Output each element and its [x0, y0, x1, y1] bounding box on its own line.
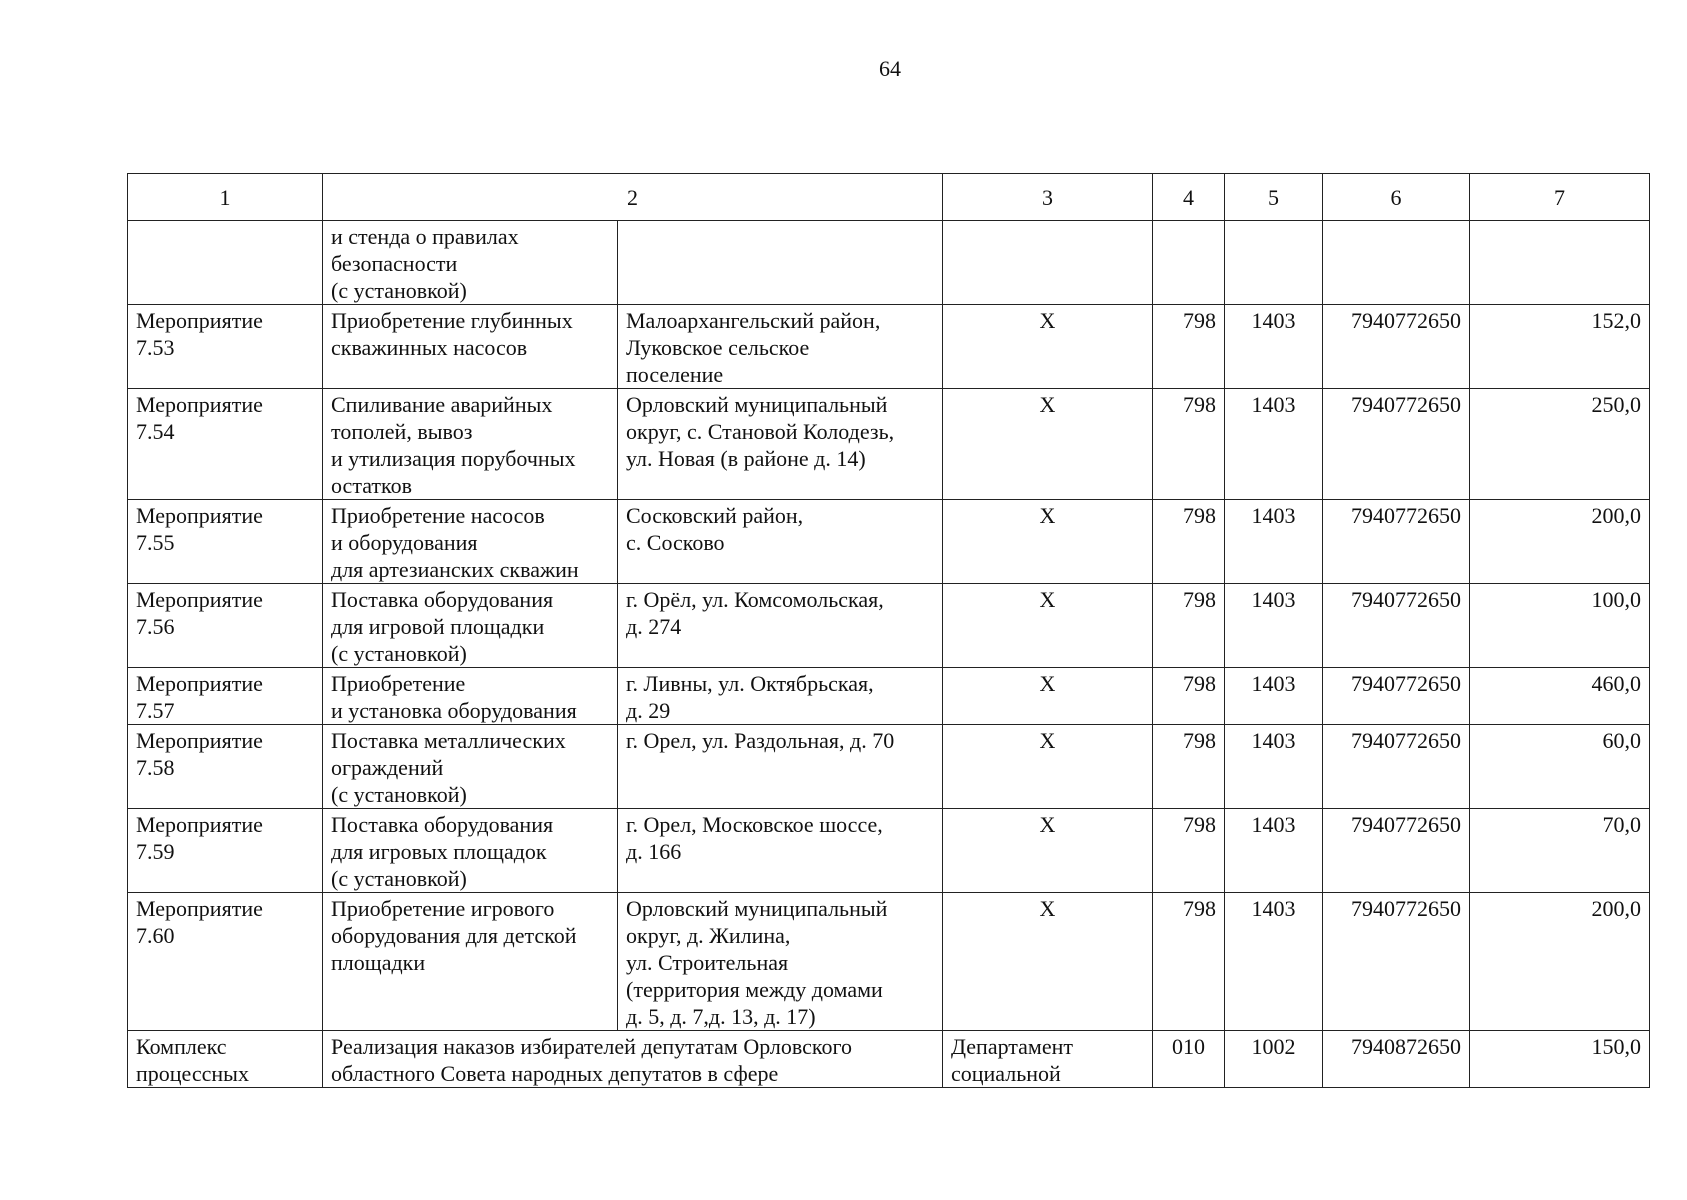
table-row — [128, 305, 1650, 389]
activity-location-cell — [618, 893, 943, 1031]
code-5-cell: 1403 — [1225, 584, 1323, 668]
text-line: скважинных насосов — [331, 335, 528, 360]
header-row — [128, 174, 1650, 221]
text-line: тополей, вывоз — [331, 419, 473, 444]
continuation-description-cell — [323, 221, 618, 305]
code-6-cell: 7940772650 — [1323, 809, 1470, 893]
table-row — [128, 809, 1650, 893]
code-4-cell: 798 — [1153, 389, 1225, 500]
activity-location-cell — [618, 584, 943, 668]
text-line: г. Орел, ул. Раздольная, д. 70 — [626, 728, 895, 753]
text-line: Мероприятие — [136, 587, 263, 612]
complex-executor-cell — [943, 1031, 1153, 1088]
text-line: Х — [1039, 503, 1056, 528]
activity-name-cell — [128, 725, 323, 809]
text-line: г. Ливны, ул. Октябрьская, — [626, 671, 874, 696]
code-4-cell: 798 — [1153, 584, 1225, 668]
text-line: 7.54 — [136, 419, 175, 444]
text-line: Х — [1039, 587, 1056, 612]
text-line: Приобретение игрового — [331, 896, 555, 921]
complex-name-cell — [128, 1031, 323, 1088]
text-line: 7.57 — [136, 698, 175, 723]
executor-cell — [943, 893, 1153, 1031]
text-line: для артезианских скважин — [331, 557, 579, 582]
continuation-c4-cell — [1153, 221, 1225, 305]
activity-location-cell — [618, 500, 943, 584]
text-line: Мероприятие — [136, 503, 263, 528]
code-6-cell: 7940772650 — [1323, 668, 1470, 725]
text-line: Приобретение — [331, 671, 466, 696]
header-cell-1: 1 — [128, 174, 323, 221]
text-line: 7.56 — [136, 614, 175, 639]
text-line: 7.59 — [136, 839, 175, 864]
text-line: Х — [1039, 896, 1056, 921]
table-row — [128, 893, 1650, 1031]
code-6-cell: 7940772650 — [1323, 389, 1470, 500]
amount-cell: 70,0 — [1470, 809, 1650, 893]
text-line: Х — [1039, 308, 1056, 333]
text-line: Департамент — [951, 1034, 1074, 1059]
text-line: и стенда о правилах — [331, 224, 519, 249]
activity-name-cell — [128, 809, 323, 893]
text-line: Мероприятие — [136, 812, 263, 837]
amount-cell: 200,0 — [1470, 500, 1650, 584]
text-line: (с установкой) — [331, 782, 467, 807]
activity-description-cell — [323, 584, 618, 668]
activity-location-cell — [618, 389, 943, 500]
text-line: Х — [1039, 728, 1056, 753]
text-line: г. Орел, Московское шоссе, — [626, 812, 883, 837]
text-line: для игровой площадки — [331, 614, 545, 639]
table-row — [128, 668, 1650, 725]
text-line: (территория между домами — [626, 977, 883, 1002]
text-line: Поставка оборудования — [331, 812, 554, 837]
code-5-cell: 1403 — [1225, 893, 1323, 1031]
continuation-c5-cell — [1225, 221, 1323, 305]
text-line: Х — [1039, 671, 1056, 696]
text-line: (с установкой) — [331, 866, 467, 891]
executor-cell — [943, 584, 1153, 668]
text-line: ограждений — [331, 755, 444, 780]
text-line: 7.58 — [136, 755, 175, 780]
text-line: Приобретение глубинных — [331, 308, 573, 333]
amount-cell: 152,0 — [1470, 305, 1650, 389]
code-5-cell: 1403 — [1225, 668, 1323, 725]
activity-description-cell — [323, 725, 618, 809]
complex-description-cell — [323, 1031, 943, 1088]
text-line: для игровых площадок — [331, 839, 547, 864]
code-5-cell: 1403 — [1225, 305, 1323, 389]
text-line: Приобретение насосов — [331, 503, 545, 528]
activity-location-cell — [618, 809, 943, 893]
continuation-name-cell — [128, 221, 323, 305]
continuation-row — [128, 221, 1650, 305]
text-line: Поставка оборудования — [331, 587, 554, 612]
text-line: 7.60 — [136, 923, 175, 948]
text-line: Луковское сельское — [626, 335, 810, 360]
code-6-cell: 7940872650 — [1323, 1031, 1470, 1088]
table-row-complex — [128, 1031, 1650, 1088]
text-line: и утилизация порубочных — [331, 446, 576, 471]
header-cell-2: 2 — [323, 174, 943, 221]
activity-name-cell — [128, 500, 323, 584]
amount-cell: 150,0 — [1470, 1031, 1650, 1088]
continuation-executor-cell — [943, 221, 1153, 305]
text-line: Мероприятие — [136, 671, 263, 696]
code-5-cell: 1002 — [1225, 1031, 1323, 1088]
code-5-cell: 1403 — [1225, 725, 1323, 809]
amount-cell: 100,0 — [1470, 584, 1650, 668]
activity-description-cell — [323, 668, 618, 725]
activity-location-cell — [618, 305, 943, 389]
text-line: Х — [1039, 812, 1056, 837]
code-6-cell: 7940772650 — [1323, 893, 1470, 1031]
activity-description-cell — [323, 305, 618, 389]
text-line: Мероприятие — [136, 728, 263, 753]
header-cell-3: 3 — [943, 174, 1153, 221]
budget-table — [127, 173, 1650, 1088]
text-line: Комплекс — [136, 1034, 227, 1059]
text-line: с. Сосково — [626, 530, 725, 555]
activity-description-cell — [323, 893, 618, 1031]
text-line: площадки — [331, 950, 426, 975]
activity-name-cell — [128, 668, 323, 725]
text-line: Сосковский район, — [626, 503, 804, 528]
code-4-cell: 798 — [1153, 668, 1225, 725]
text-line: (с установкой) — [331, 278, 467, 303]
text-line: процессных — [136, 1061, 249, 1086]
code-5-cell: 1403 — [1225, 389, 1323, 500]
amount-cell: 60,0 — [1470, 725, 1650, 809]
executor-cell — [943, 500, 1153, 584]
text-line: и установка оборудования — [331, 698, 577, 723]
table-row — [128, 389, 1650, 500]
text-line: Малоархангельский район, — [626, 308, 881, 333]
continuation-location-cell — [618, 221, 943, 305]
text-line: 7.55 — [136, 530, 175, 555]
activity-name-cell — [128, 389, 323, 500]
code-6-cell: 7940772650 — [1323, 305, 1470, 389]
code-5-cell: 1403 — [1225, 809, 1323, 893]
header-cell-7: 7 — [1470, 174, 1650, 221]
executor-cell — [943, 725, 1153, 809]
text-line: поселение — [626, 362, 724, 387]
text-line: Поставка металлических — [331, 728, 566, 753]
code-4-cell: 798 — [1153, 893, 1225, 1031]
text-line: Орловский муниципальный — [626, 896, 888, 921]
text-line: и оборудования — [331, 530, 478, 555]
header-cell-5: 5 — [1225, 174, 1323, 221]
activity-name-cell — [128, 305, 323, 389]
code-4-cell: 798 — [1153, 500, 1225, 584]
text-line: остатков — [331, 473, 412, 498]
text-line: Орловский муниципальный — [626, 392, 888, 417]
header-cell-6: 6 — [1323, 174, 1470, 221]
text-line: д. 29 — [626, 698, 671, 723]
text-line: 7.53 — [136, 335, 175, 360]
code-4-cell: 798 — [1153, 725, 1225, 809]
text-line: д. 5, д. 7,д. 13, д. 17) — [626, 1004, 816, 1029]
text-line: Х — [1039, 392, 1056, 417]
activity-description-cell — [323, 809, 618, 893]
text-line: Спиливание аварийных — [331, 392, 553, 417]
text-line: областного Совета народных депутатов в сфере — [331, 1061, 779, 1086]
text-line: округ, с. Становой Колодезь, — [626, 419, 895, 444]
header-cell-4: 4 — [1153, 174, 1225, 221]
continuation-c6-cell — [1323, 221, 1470, 305]
code-4-cell: 010 — [1153, 1031, 1225, 1088]
text-line: Реализация наказов избирателей депутатам Орловского — [331, 1034, 852, 1059]
executor-cell — [943, 389, 1153, 500]
code-6-cell: 7940772650 — [1323, 725, 1470, 809]
text-line: г. Орёл, ул. Комсомольская, — [626, 587, 884, 612]
text-line: ул. Новая (в районе д. 14) — [626, 446, 866, 471]
page-number: 64 — [879, 56, 901, 81]
code-6-cell: 7940772650 — [1323, 584, 1470, 668]
text-line: Мероприятие — [136, 896, 263, 921]
amount-cell: 200,0 — [1470, 893, 1650, 1031]
code-5-cell: 1403 — [1225, 500, 1323, 584]
code-4-cell: 798 — [1153, 305, 1225, 389]
continuation-c7-cell — [1470, 221, 1650, 305]
executor-cell — [943, 668, 1153, 725]
text-line: Мероприятие — [136, 308, 263, 333]
text-line: социальной — [951, 1061, 1061, 1086]
table-body — [128, 174, 1650, 1088]
text-line: Мероприятие — [136, 392, 263, 417]
executor-cell — [943, 809, 1153, 893]
code-4-cell: 798 — [1153, 809, 1225, 893]
text-line: оборудования для детской — [331, 923, 577, 948]
text-line: округ, д. Жилина, — [626, 923, 791, 948]
activity-name-cell — [128, 584, 323, 668]
text-line: ул. Строительная — [626, 950, 789, 975]
text-line: безопасности — [331, 251, 458, 276]
activity-description-cell — [323, 389, 618, 500]
amount-cell: 460,0 — [1470, 668, 1650, 725]
text-line: д. 166 — [626, 839, 682, 864]
amount-cell: 250,0 — [1470, 389, 1650, 500]
text-line: д. 274 — [626, 614, 682, 639]
table-row — [128, 500, 1650, 584]
table-row — [128, 584, 1650, 668]
activity-location-cell — [618, 725, 943, 809]
text-line: (с установкой) — [331, 641, 467, 666]
table-row — [128, 725, 1650, 809]
activity-location-cell — [618, 668, 943, 725]
activity-name-cell — [128, 893, 323, 1031]
activity-description-cell — [323, 500, 618, 584]
code-6-cell: 7940772650 — [1323, 500, 1470, 584]
executor-cell — [943, 305, 1153, 389]
